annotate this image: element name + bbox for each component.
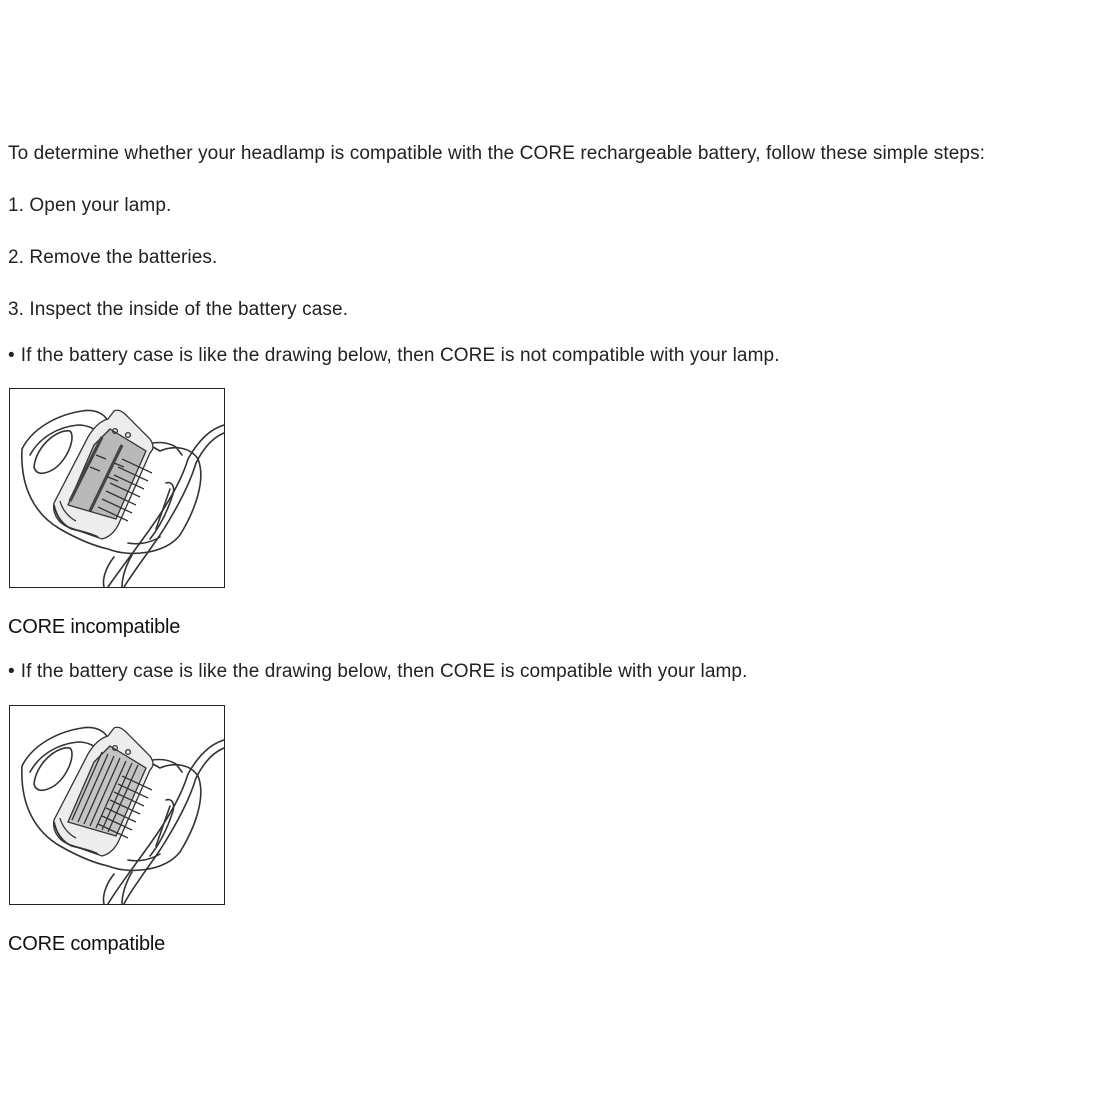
bullet-glyph: • <box>8 661 15 682</box>
compatible-caption: CORE compatible <box>8 933 166 955</box>
incompatible-figure <box>9 388 225 588</box>
bullet-glyph: • <box>8 345 15 366</box>
incompatible-battery-case-drawing <box>10 389 224 587</box>
incompatible-caption: CORE incompatible <box>8 616 181 638</box>
incompatible-bullet-text: If the battery case is like the drawing below, then CORE is not compatible with your lamp. <box>20 345 780 366</box>
compatible-bullet-text: If the battery case is like the drawing below, then CORE is compatible with your lamp. <box>20 661 748 682</box>
step-1: 1. Open your lamp. <box>8 195 172 216</box>
incompatible-bullet <box>8 344 780 368</box>
compatible-bullet <box>8 660 747 684</box>
compatible-figure <box>9 705 225 905</box>
compatible-battery-case-drawing <box>10 706 224 904</box>
step-3: 3. Inspect the inside of the battery case. <box>8 299 349 320</box>
step-2: 2. Remove the batteries. <box>8 247 218 268</box>
intro-text: To determine whether your headlamp is compatible with the CORE rechargeable battery, follow these simple steps: <box>8 143 986 164</box>
